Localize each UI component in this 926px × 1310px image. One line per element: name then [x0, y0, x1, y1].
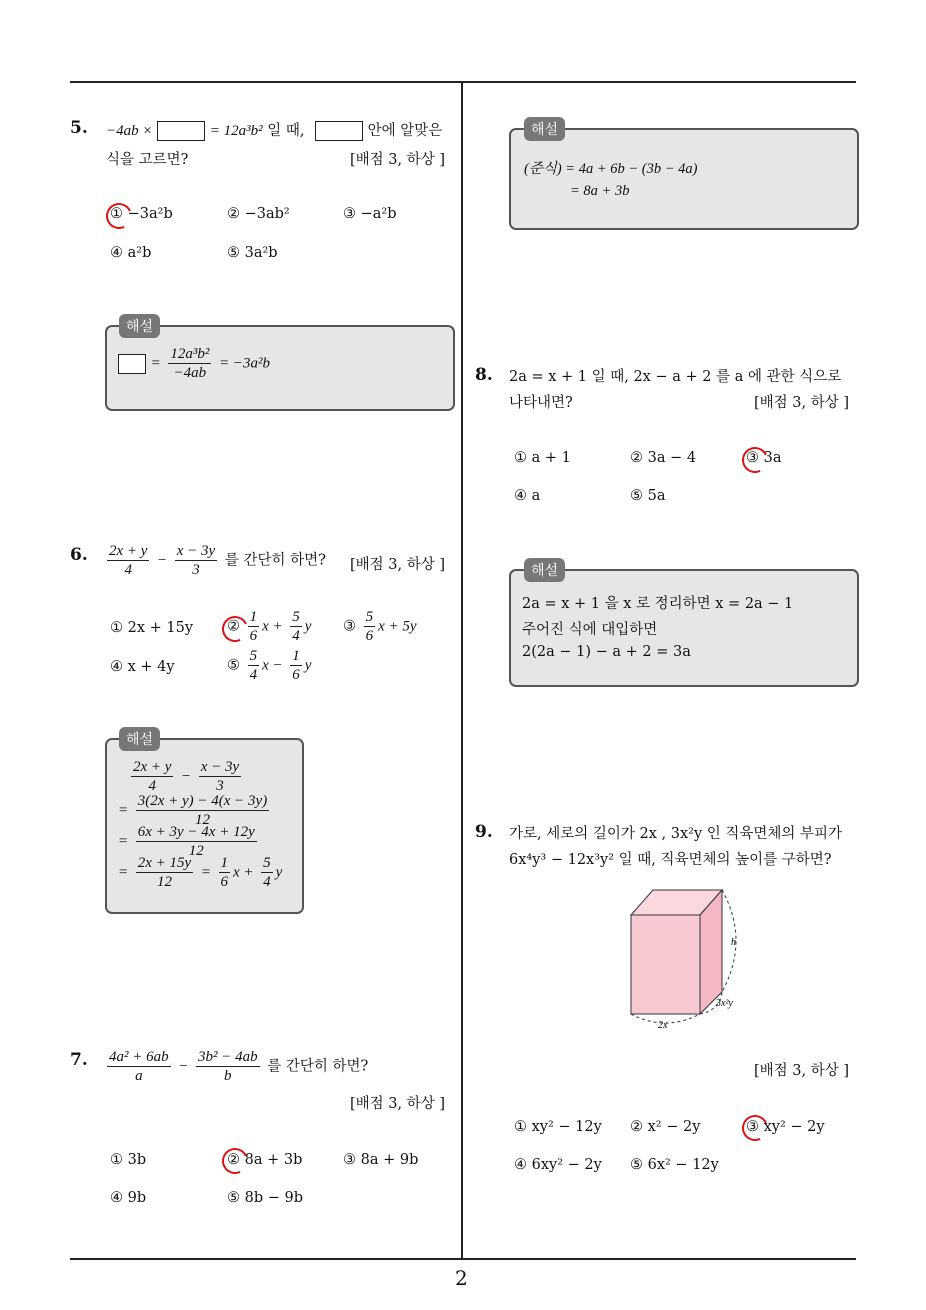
prism-front-face — [631, 915, 700, 1014]
width-label: 2x — [658, 1020, 668, 1030]
q8-text2: 나타내면? — [509, 395, 573, 411]
q5-prefix: −4ab × — [106, 123, 153, 139]
q7-choice-2[interactable]: ② 8a + 3b — [227, 1152, 303, 1168]
q5-blank-box-2 — [315, 121, 363, 141]
q8-choice-4[interactable]: ④ a — [514, 488, 541, 504]
q5-solution: = $\frac{\text{12a³b²}}{-4ab}$ = −3a²b — [118, 345, 270, 382]
q5-choice-4[interactable]: ④ a²b — [110, 245, 152, 261]
q8-choice-1[interactable]: ① a + 1 — [514, 450, 571, 466]
q6-number: 6. — [70, 545, 88, 565]
q7-solution-line-2: = 8a + 3b — [570, 183, 630, 199]
q5-score: [배점 3, 하상 ] — [350, 152, 446, 168]
q6-choice-1[interactable]: ① 2x + 15y — [110, 620, 194, 636]
q5-solution-blank — [118, 354, 146, 374]
q6-solution-line-1: $\frac{2x + y}{4}$ − $\frac{x - 3y}{3}$ — [133, 759, 240, 794]
q6-stem: $\frac{2x + y}{4}$ − $\frac{x - 3y}{3}$ 를 간단히 하면? — [109, 543, 326, 578]
q8-number: 8. — [475, 365, 493, 385]
q7-answer-mark — [218, 1144, 251, 1177]
q8-choice-3[interactable]: ③ 3a — [746, 450, 782, 466]
q7-solution-line-1: (준식) = 4a + 6b − (3b − 4a) — [524, 161, 698, 177]
q7-stem: $\frac{\text{4a² + 6ab}}{a}$ − $\frac{\text{3b² − 4ab}}{b}$ 를 간단히 하면? — [109, 1049, 369, 1084]
q9-text1: 가로, 세로의 길이가 2x , 3x²y 인 직육면체의 부피가 — [509, 826, 843, 842]
q7-number: 7. — [70, 1050, 88, 1070]
q7-fraction-1: $\frac{\text{4a² + 6ab}}{a}$ — [109, 1049, 169, 1084]
q7-score: [배점 3, 하상 ] — [350, 1096, 446, 1112]
q9-choice-2[interactable]: ② x² − 2y — [630, 1119, 701, 1135]
q6-choice-3[interactable]: ③ $\frac{5}{6}$ x + 5y — [343, 609, 417, 644]
q5-choice-3[interactable]: ③ −a²b — [343, 206, 397, 222]
q5-number: 5. — [70, 118, 88, 138]
column-divider — [461, 83, 463, 1259]
q7-choice-5[interactable]: ⑤ 8b − 9b — [227, 1190, 303, 1206]
q8-solution-line-2: 주어진 식에 대입하면 — [522, 622, 658, 638]
page-number: 2 — [455, 1266, 468, 1290]
q7-solution-label: 해설 — [524, 117, 565, 141]
height-label: h — [731, 937, 736, 948]
q9-choice-3[interactable]: ③ xy² − 2y — [746, 1119, 825, 1135]
q6-solution-line-2: = $\frac{3(2x + y) - 4(x - 3y)}{12}$ — [118, 793, 268, 828]
q5-eq: = 12a³b² — [209, 123, 263, 139]
q8-score: [배점 3, 하상 ] — [754, 395, 850, 411]
q5-answer-mark — [102, 199, 135, 232]
q9-prism-figure — [600, 880, 760, 1030]
q8-text1: 2a = x + 1 일 때, 2x − a + 2 를 a 에 관한 식으로 — [509, 369, 842, 385]
q7-choice-3[interactable]: ③ 8a + 9b — [343, 1152, 419, 1168]
q9-answer-mark — [738, 1111, 771, 1144]
q6-solution-label: 해설 — [119, 727, 160, 751]
q9-choice-5[interactable]: ⑤ 6x² − 12y — [630, 1157, 719, 1173]
q5-solution-label: 해설 — [119, 314, 160, 338]
q6-solution-line-3: = $\frac{6x + 3y - 4x + 12y}{12}$ — [118, 824, 255, 859]
q8-solution-label: 해설 — [524, 558, 565, 582]
q9-score: [배점 3, 하상 ] — [754, 1063, 850, 1079]
q6-fraction-2: $\frac{x - 3y}{3}$ — [176, 543, 216, 578]
q7-fraction-2: $\frac{\text{3b² − 4ab}}{b}$ — [197, 1049, 258, 1084]
q7-solution-box — [509, 128, 859, 230]
q6-choice-2[interactable]: ② $\frac{1}{6}$ x + $\frac{5}{4}$ y — [227, 609, 312, 644]
q8-solution-line-3: 2(2a − 1) − a + 2 = 3a — [522, 644, 691, 660]
q7-choice-4[interactable]: ④ 9b — [110, 1190, 147, 1206]
q8-choice-5[interactable]: ⑤ 5a — [630, 488, 666, 504]
q5-choice-1[interactable]: ① −3a²b — [110, 206, 173, 222]
q5-solution-fraction: $\frac{\text{12a³b²}}{-4ab}$ — [170, 346, 210, 381]
bottom-rule — [70, 1258, 856, 1260]
q6-solution-line-4: = $\frac{2x + 15y}{12}$ = $\frac{1}{6}$ x + $\frac{5}{4}$ y — [118, 855, 283, 890]
q5-text2: 안에 알맞은 — [363, 123, 443, 139]
q6-fraction-1: $\frac{2x + y}{4}$ — [109, 543, 148, 578]
q9-text2: 6x⁴y³ − 12x³y² 일 때, 직육면체의 높이를 구하면? — [509, 852, 832, 868]
q5-choice-2[interactable]: ② −3ab² — [227, 206, 290, 222]
q5-choice-5[interactable]: ⑤ 3a²b — [227, 245, 278, 261]
q9-number: 9. — [475, 822, 493, 842]
q6-choice-4[interactable]: ④ x + 4y — [110, 659, 175, 675]
q5-text1: 일 때, — [262, 123, 305, 139]
q8-solution-line-1: 2a = x + 1 을 x 로 정리하면 x = 2a − 1 — [522, 596, 794, 612]
q6-score: [배점 3, 하상 ] — [350, 557, 446, 573]
q8-answer-mark — [738, 443, 771, 476]
q9-choice-1[interactable]: ① xy² − 12y — [514, 1119, 602, 1135]
depth-label: 3x²y — [716, 998, 733, 1009]
q5-stem — [106, 119, 442, 141]
q5-blank-box — [157, 121, 205, 141]
q7-choice-1[interactable]: ① 3b — [110, 1152, 147, 1168]
q6-choice-5[interactable]: ⑤ $\frac{5}{4}$ x − $\frac{1}{6}$ y — [227, 648, 312, 683]
q8-choice-2[interactable]: ② 3a − 4 — [630, 450, 697, 466]
q5-text3: 식을 고르면? — [106, 152, 189, 168]
q9-choice-4[interactable]: ④ 6xy² − 2y — [514, 1157, 602, 1173]
top-rule — [70, 81, 856, 83]
